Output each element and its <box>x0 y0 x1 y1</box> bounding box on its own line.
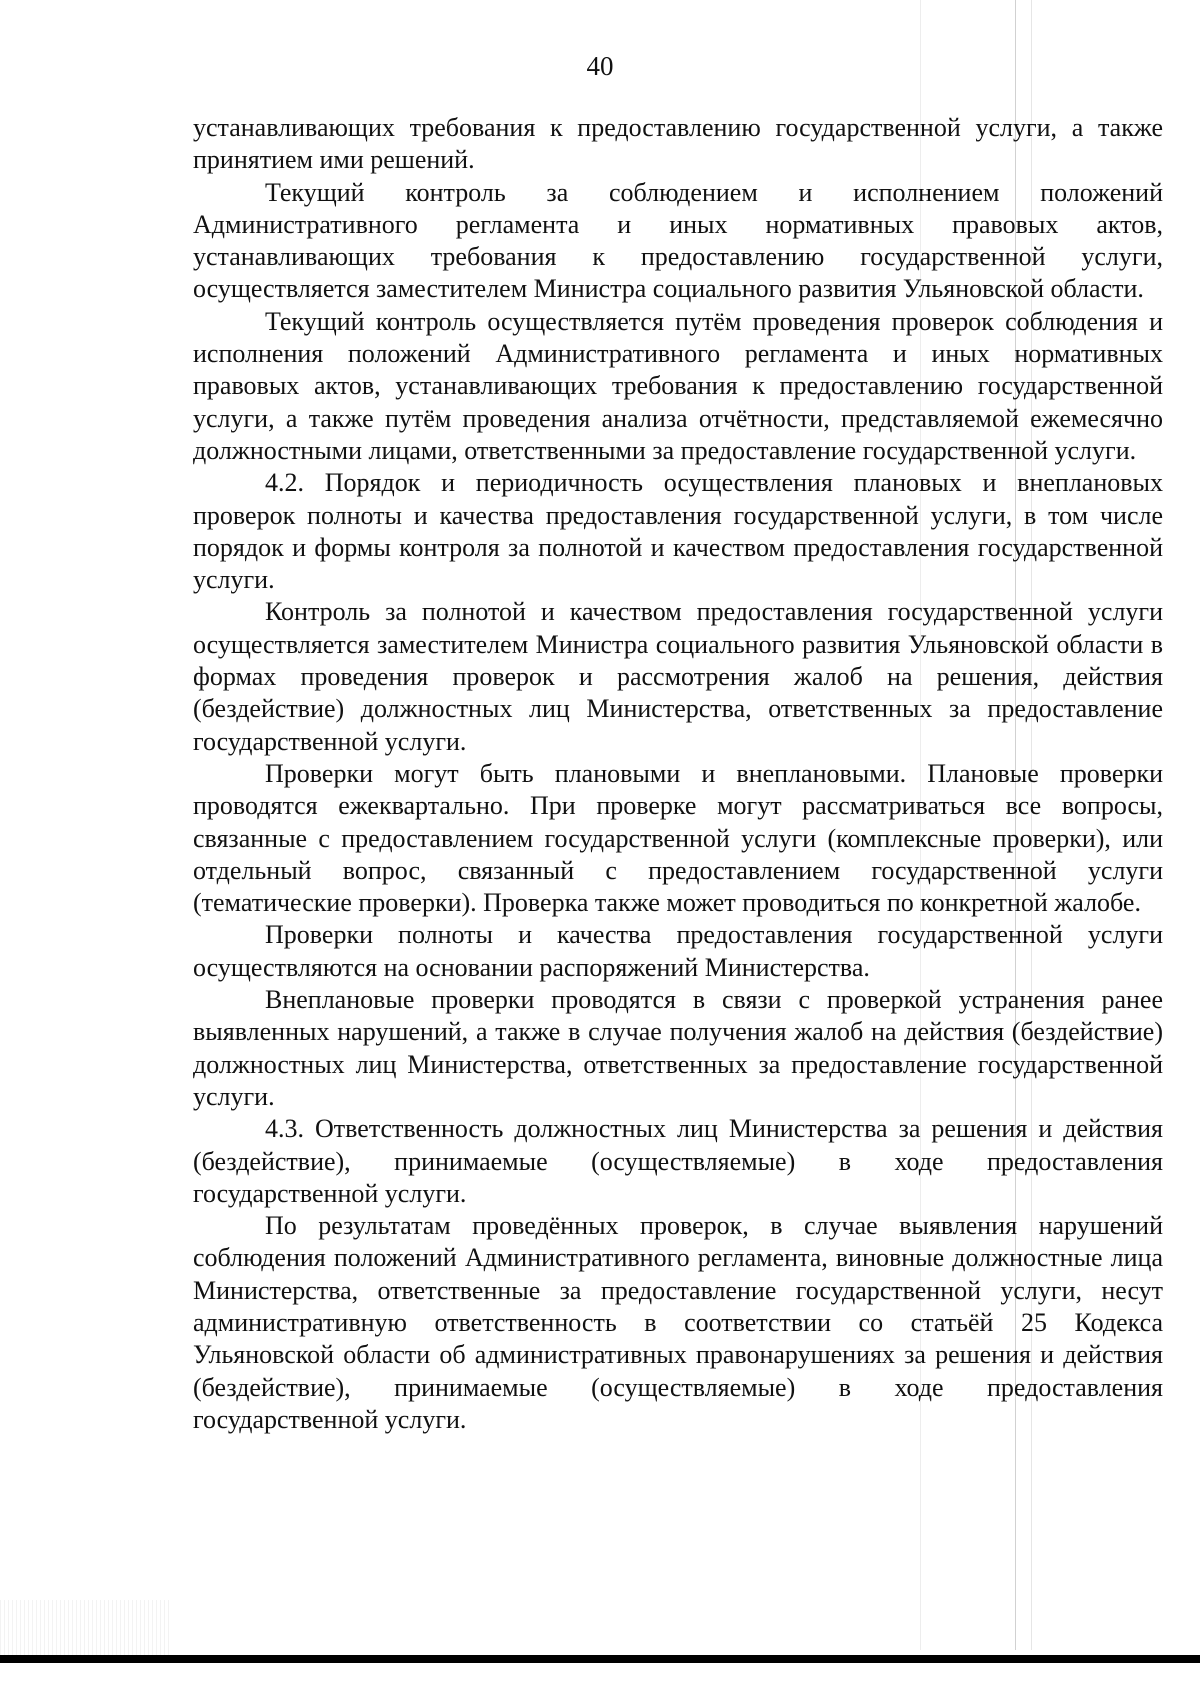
scan-bottom-border <box>0 1655 1200 1663</box>
scan-edge-noise <box>0 1600 170 1655</box>
document-body <box>193 112 1163 1436</box>
paragraph-inspections-types: Проверки могут быть плановыми и внеплановыми. Плановые проверки проводятся ежеквартально. При проверке могут рассматриваться все вопросы, связанные с предоставлением государственной услуги (комплексные проверки), или отдельный вопрос, связанный с предоставлением государственной услуги (тематические проверки). Проверка также может проводиться по конкретной жалобе. <box>193 758 1163 918</box>
section-heading-4-2: 4.2. Порядок и периодичность осуществления плановых и внеплановых проверок полноты и качества предоставления государственной услуги, в том числе порядок и формы контроля за полнотой и качеством предоставления государственной услуги. <box>193 468 1163 595</box>
section-heading-4-3: 4.3. Ответственность должностных лиц Министерства за решения и действия (бездействие), принимаемые (осуществляемые) в ходе предоставления государственной услуги. <box>193 1114 1163 1208</box>
paragraph-current-control-method: Текущий контроль осуществляется путём проведения проверок соблюдения и исполнения положений Административного регламента и иных нормативных правовых актов, устанавливающих требования к предоставлению государственной услуги, а также путём проведения анализа отчётности, представляемой ежемесячно должностными лицами, ответственными за предоставление государственной услуги. <box>193 306 1163 465</box>
paragraph-unscheduled-inspections: Внеплановые проверки проводятся в связи с проверкой устранения ранее выявленных нарушений, а также в случае получения жалоб на действия (бездействие) должностных лиц Министерства, ответственных за предоставление государственной услуги. <box>193 985 1163 1111</box>
paragraph-liability: По результатам проведённых проверок, в случае выявления нарушений соблюдения положений Административного регламента, виновные должностные лица Министерства, ответственные за предоставление государственной услуги, несут административную ответственность в соответствии со статьёй 25 Кодекса Ульяновской области об административных правонарушениях за решения и действия (бездействие), принимаемые (осуществляемые) в ходе предоставления государственной услуги. <box>193 1211 1163 1434</box>
paragraph-inspections-basis: Проверки полноты и качества предоставления государственной услуги осуществляются на основании распоряжений Министерства. <box>193 920 1163 982</box>
paragraph-quality-control: Контроль за полнотой и качеством предоставления государственной услуги осуществляется заместителем Министра социального развития Ульяновской области в формах проведения проверок и рассмотрения жалоб на решения, действия (бездействие) должностных лиц Министерства, ответственных за предоставление государственной услуги. <box>193 597 1163 756</box>
page-number: 40 <box>586 51 614 81</box>
paragraph-continuation: устанавливающих требования к предоставлению государственной услуги, а также принятием ими решений. <box>193 113 1163 175</box>
paragraph-current-control: Текущий контроль за соблюдением и исполнением положений Административного регламента и иных нормативных правовых актов, устанавливающих требования к предоставлению государственной услуги, осуществляется заместителем Министра социального развития Ульяновской области. <box>193 177 1163 304</box>
